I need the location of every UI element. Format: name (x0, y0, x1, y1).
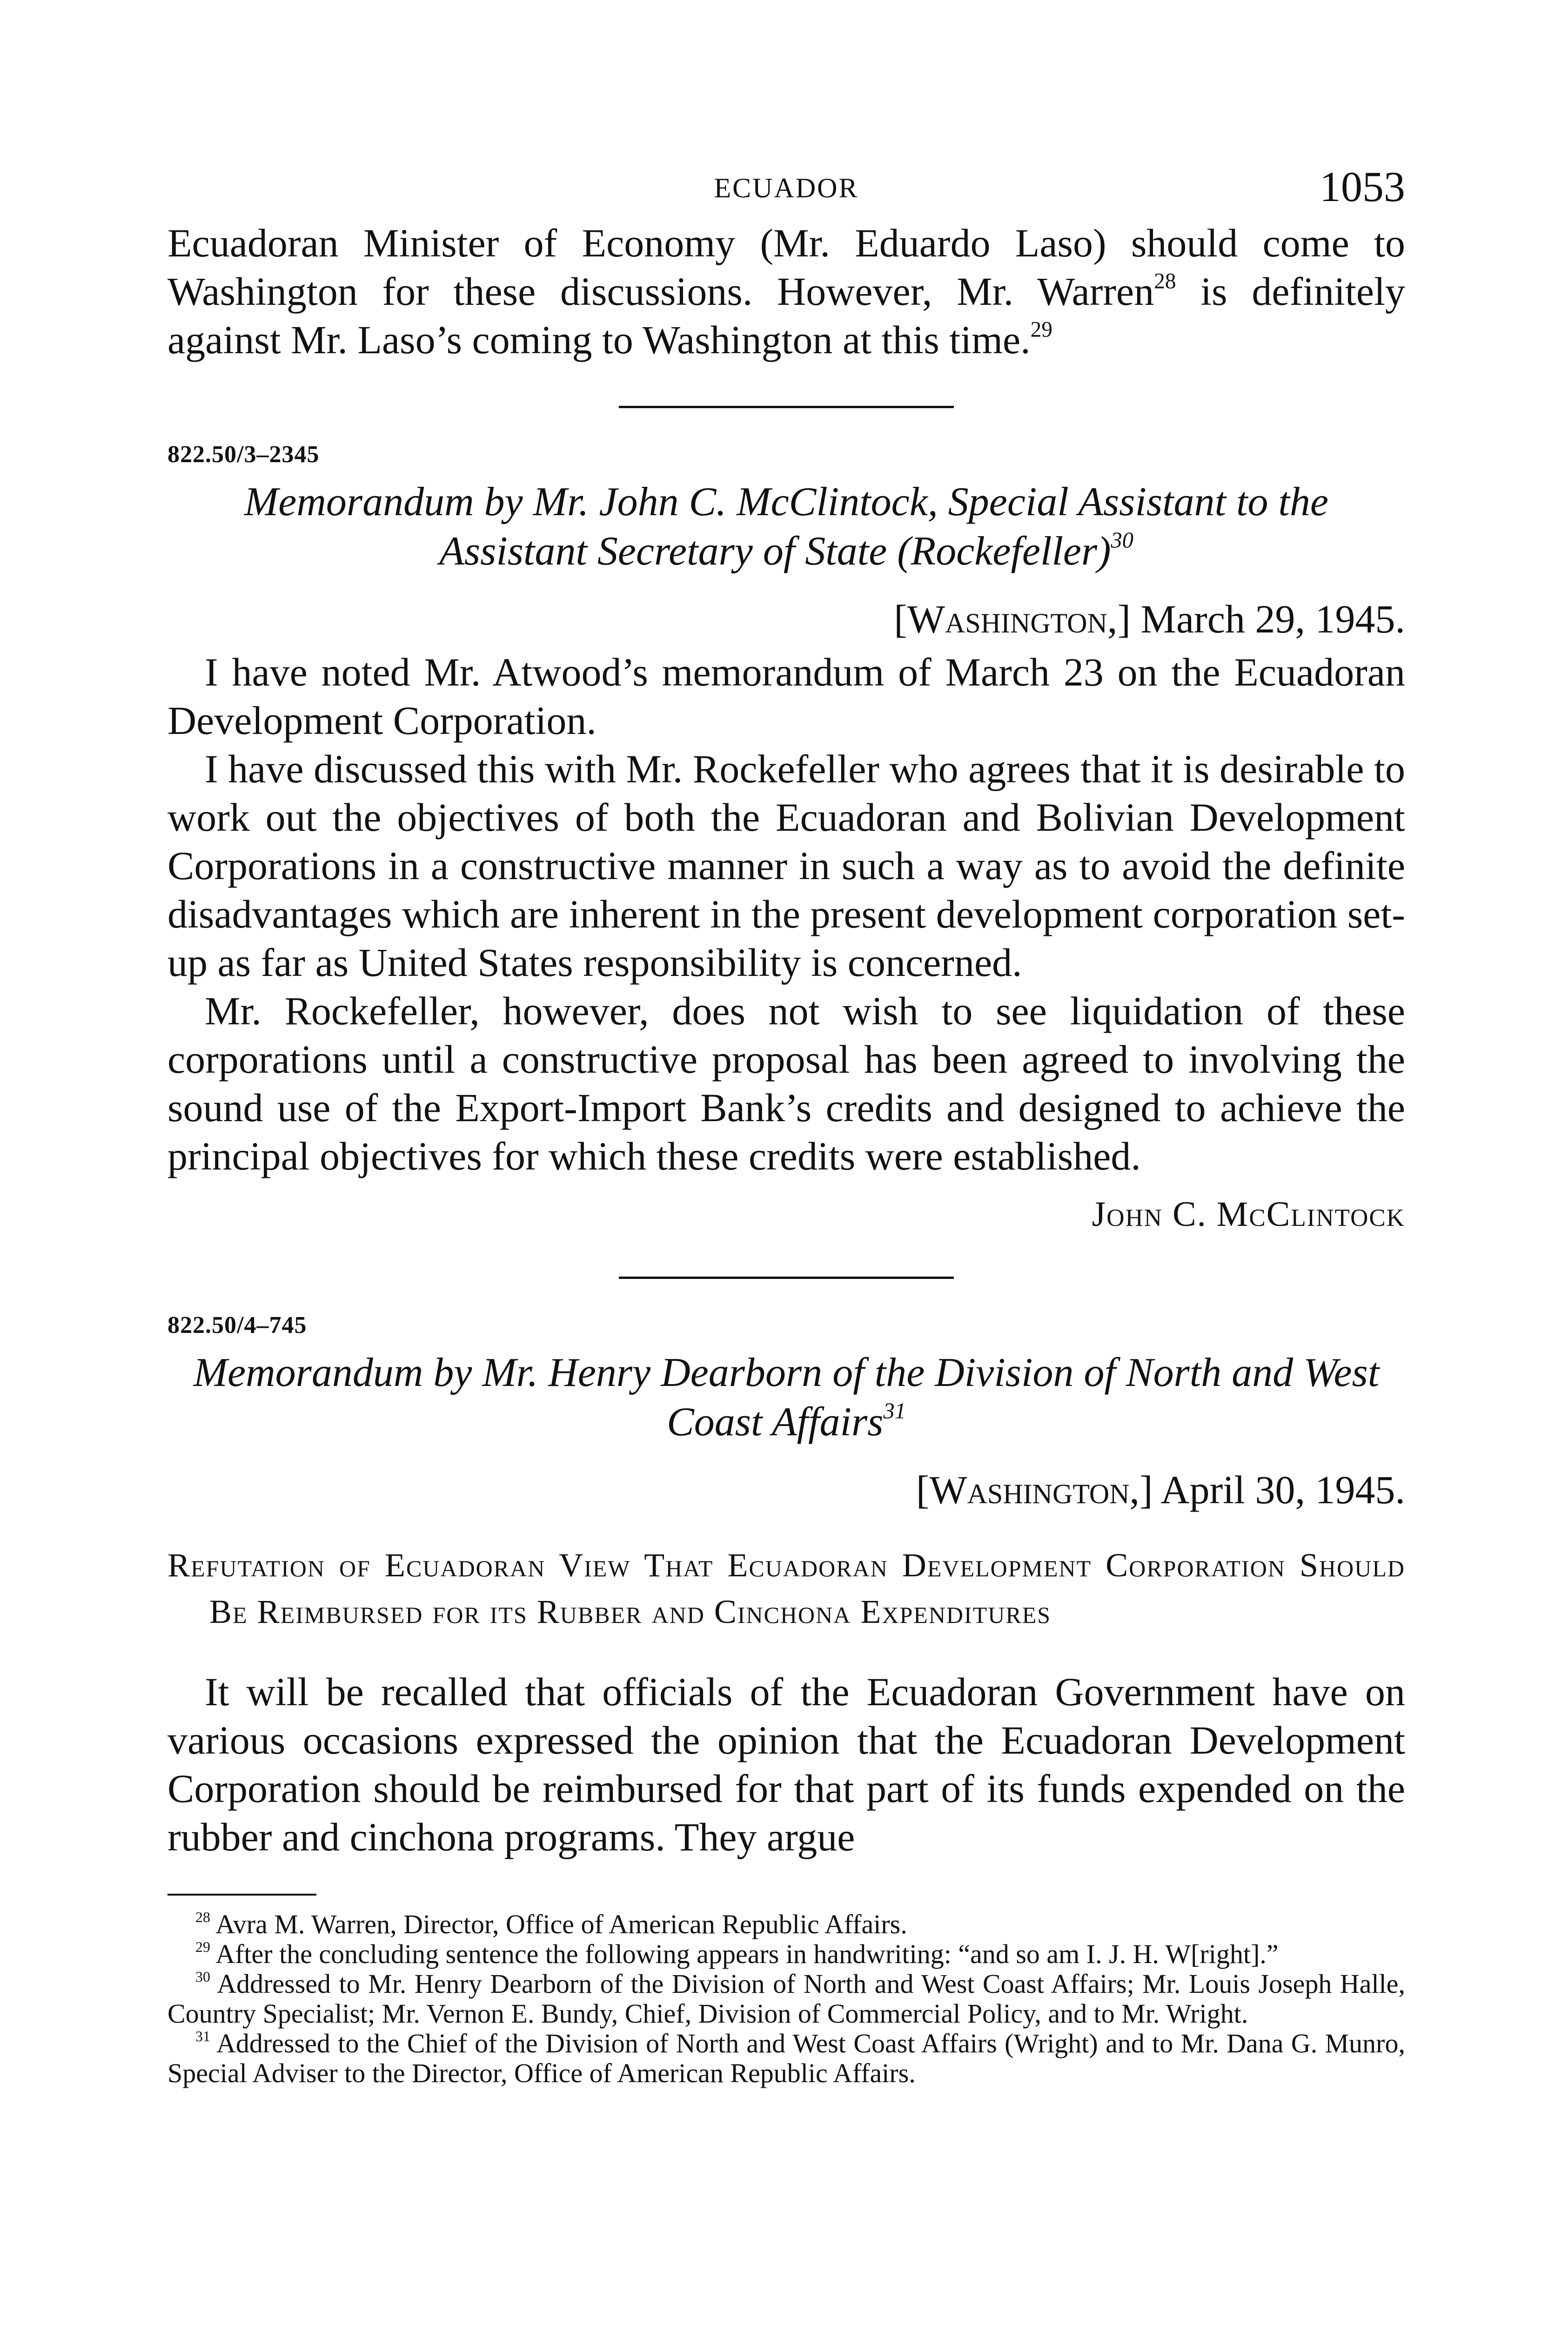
document-title-text: Memorandum by Mr. Henry Dearborn of the Division of North and West Coast Affairs (193, 1350, 1380, 1445)
continuation-text-b: is definitely against Mr. Laso’s coming to Washington at this time. (168, 269, 1405, 362)
footnote-text: Avra M. Warren, Director, Office of American Republic Affairs. (215, 1909, 907, 1939)
dateline (168, 595, 1405, 643)
body-paragraph: I have noted Mr. Atwood’s memorandum of March 23 on the Ecuadoran Development Corporation. (168, 650, 1405, 743)
dateline (168, 1466, 1405, 1514)
footnote-number: 28 (195, 1909, 210, 1926)
body-paragraph: It will be recalled that officials of the Ecuadoran Government have on various occasions expressed the opinion that the Ecuadoran Development Corporation should be reimbursed for that part of its funds expended on the rubber and cinchona programs. They argue (168, 1669, 1405, 1859)
footnote (168, 2029, 1405, 2088)
document-title (168, 1348, 1405, 1447)
footnote-ref-28[interactable]: 28 (1154, 269, 1176, 294)
footnote-ref-31[interactable]: 31 (883, 1399, 906, 1424)
section-divider (619, 1277, 954, 1279)
continuation-text-a: Ecuadoran Minister of Economy (Mr. Eduardo Laso) should come to Washington for these discussions. However, Mr. Warren (168, 221, 1405, 314)
file-number: 822.50/3–2345 (168, 441, 320, 468)
footnote (168, 1910, 1405, 1939)
body-paragraph: I have discussed this with Mr. Rockefeller who agrees that it is desirable to work out the objectives of both the Ecuadoran and Bolivian Development Corporations in a constructive manner in such a way as to avoid the definite disadvantages which are inherent in the present development corporation set-up as far as United States responsibility is concerned. (168, 747, 1405, 985)
footnote-divider (168, 1894, 316, 1896)
body-paragraph: Mr. Rockefeller, however, does not wish to see liquidation of these corporations until a constructive proposal has been agreed to involving the sound use of the Export-Import Bank’s credits and designed to achieve the principal objectives for which these credits were established. (168, 989, 1405, 1178)
page-number: 1053 (1320, 163, 1405, 210)
continuation-paragraph (168, 219, 1405, 364)
footnote (168, 1939, 1405, 1969)
dateline-place: [Washington,] (894, 597, 1131, 641)
dateline-place: [Washington,] (916, 1467, 1153, 1512)
footnote-number: 31 (195, 2028, 210, 2045)
footnote-text: Addressed to Mr. Henry Dearborn of the Division of North and West Coast Affairs; Mr. Louis Joseph Halle, Country Specialist; Mr. Vernon E. Bundy, Chief, Division of Commercial Policy, and to Mr. Wright. (168, 1969, 1405, 2029)
footnote-ref-30[interactable]: 30 (1111, 528, 1133, 553)
footnote-text: After the concluding sentence the following appears in handwriting: “and so am I. J. H. W[right].” (215, 1939, 1279, 1969)
document-page (168, 163, 1405, 2088)
footnote-number: 29 (195, 1939, 210, 1956)
dateline-date: April 30, 1945. (1153, 1467, 1405, 1512)
footnote-number: 30 (195, 1969, 210, 1985)
document-title (168, 478, 1405, 576)
footnote-ref-29[interactable]: 29 (1030, 317, 1052, 342)
dateline-date: March 29, 1945. (1131, 597, 1405, 641)
section-divider (619, 406, 954, 408)
signature: John C. McClintock (1092, 1195, 1405, 1234)
footnote-text: Addressed to the Chief of the Division of North and West Coast Affairs (Wright) and to Mr. Dana G. Munro, Special Adviser to the Director, Office of American Republic Affairs. (168, 2028, 1405, 2088)
page-header (168, 163, 1405, 219)
running-head: ECUADOR (714, 173, 859, 203)
footnote (168, 1969, 1405, 2029)
document-title-text: Memorandum by Mr. John C. McClintock, Special Assistant to the Assistant Secretary of State (Rockefeller) (244, 479, 1329, 574)
section-heading: Refutation of Ecuadoran View That Ecuadoran Development Corporation Should Be Reimbursed for its Rubber and Cinchona Expenditures (168, 1547, 1405, 1630)
file-number: 822.50/4–745 (168, 1312, 307, 1338)
